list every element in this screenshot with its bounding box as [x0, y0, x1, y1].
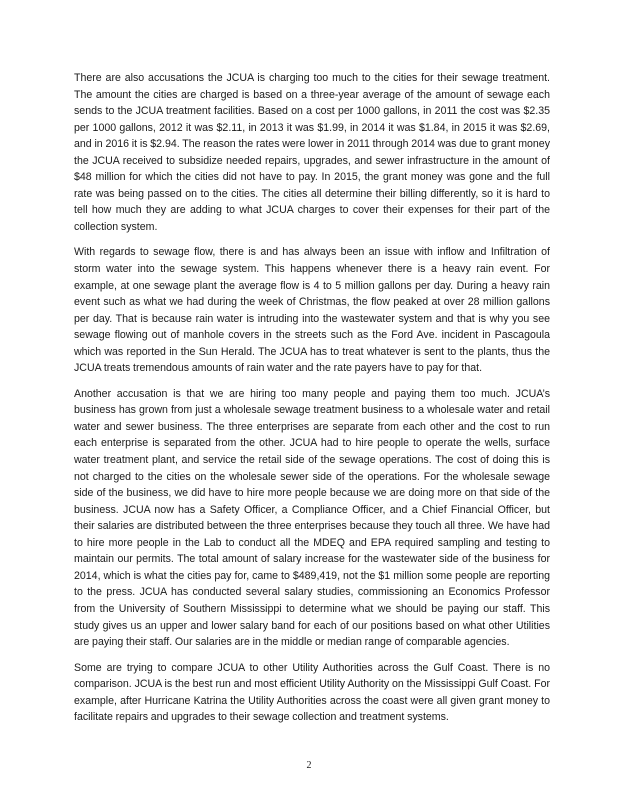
- paragraph-comparison: Some are trying to compare JCUA to other Utility Authorities across the Gulf Coast. There is no comparison. JCUA is the best run and most efficient Utility Authority on the Mississippi Gulf Coast. For example, after Hurricane Katrina the Utility Authorities across the coast were all given grant money to facilitate repairs and upgrades to their sewage collection and treatment systems.: [74, 661, 550, 724]
- paragraph-rates: There are also accusations the JCUA is charging too much to the cities for their sewage treatment. The amount the cities are charged is based on a three-year average of the amount of sewage each sends to the JCUA treatment facilities. Based on a cost per 1000 gallons, in 2011 the cost was $2.35 per 1000 gallons, 2012 it was $2.11, in 2013 it was $1.99, in 2014 it was $1.84, in 2015 it was $2.69, and in 2016 it is $2.94. The reason the rates were lower in 2011 through 2014 was due to grant money the JCUA received to subsidize needed repairs, upgrades, and sewer infrastructure in the amount of $48 million for which the cities did not have to pay. In 2015, the grant money was gone and the full rate was being passed on to the cities. The cities all determine their billing differently, so it is hard to tell how much they are adding to what JCUA charges to cover their expenses for their part of the collection system.: [74, 72, 550, 233]
- body-text: [74, 70, 550, 735]
- paragraph-sewage-flow: With regards to sewage flow, there is and has always been an issue with inflow and Infiltration of storm water into the sewage system. This happens whenever there is a heavy rain event. For example, at one sewage plant the average flow is 4 to 5 million gallons per day. During a heavy rain event such as what we had during the week of Christmas, the flow peaked at over 28 million gallons per day. That is because rain water is intruding into the wastewater system and that is why you see sewage flowing out of manhole covers in the streets such as the Ford Ave. incident in Pascagoula which was reported in the Sun Herald. The JCUA has to treat whatever is sent to the plants, thus the JCUA treats tremendous amounts of rain water and the rate payers have to pay for that.: [74, 246, 550, 375]
- page-number: 2: [306, 760, 312, 771]
- paragraph-staffing: Another accusation is that we are hiring too many people and paying them too much. JCUA’s business has grown from just a wholesale sewage treatment business to a wholesale water and retail water and sewer business. The three enterprises are separate from each other and the cost to run each enterprise is separated from the other. JCUA had to hire people to operate the wells, surface water treatment plant, and service the retail side of the sewage operations. The cost of doing this is not charged to the cities on the wholesale sewer side of the operations. For the wholesale sewage side of the business, we did have to hire more people because we are doing more on that side of the business. JCUA now has a Safety Officer, a Compliance Officer, and a Chief Financial Officer, but their salaries are distributed between the three enterprises because they touch all three. We have had to hire more people in the Lab to conduct all the MDEQ and EPA required sampling and testing to maintain our permits. The total amount of salary increase for the wastewater side of the business for 2014, which is what the cities pay for, came to $489,419, not the $1 million some people are reporting to the press. JCUA has conducted several salary studies, commissioning an Economics Professor from the University of Southern Mississippi to determine what we should be paying our staff. This study gives us an upper and lower salary band for each of our positions based on what other Utilities are paying their staff. Our salaries are in the middle or median range of comparable agencies.: [74, 387, 550, 649]
